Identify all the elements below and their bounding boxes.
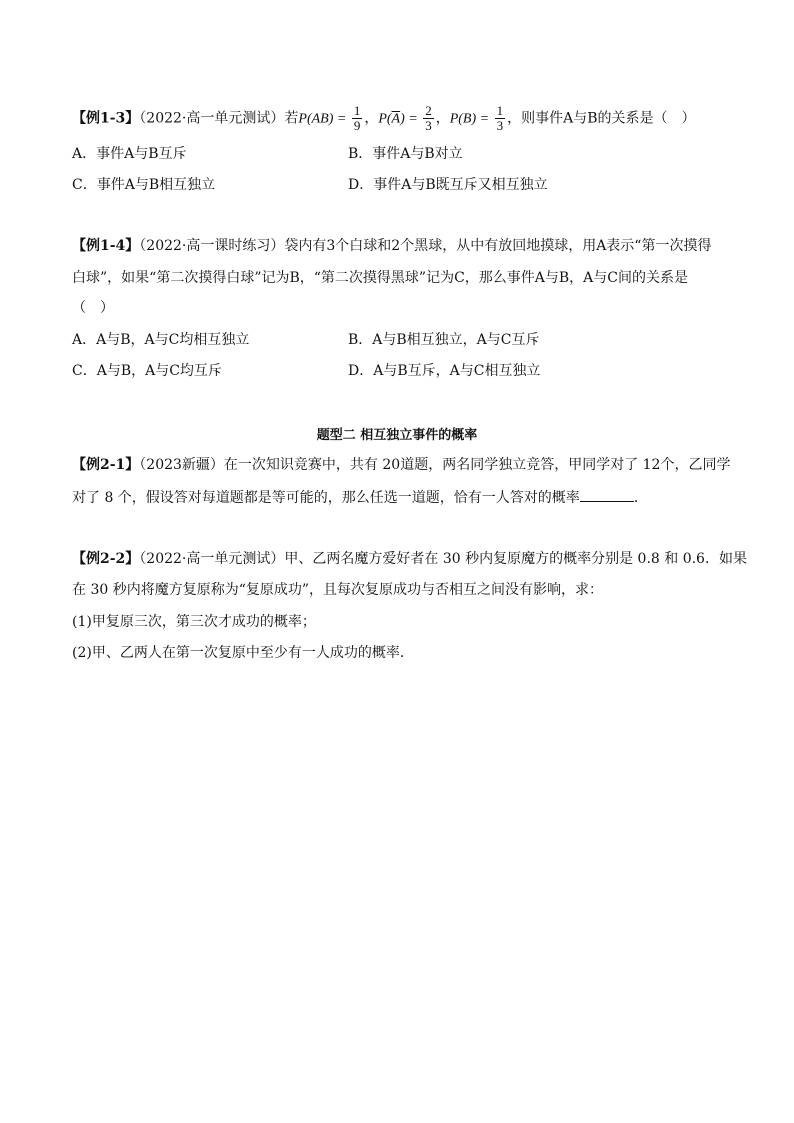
answer-blank[interactable] [580, 487, 634, 502]
option-d: D．A与B互斥，A与C相互独立 [348, 363, 541, 379]
example-2-1-line1 [72, 455, 730, 475]
math-p-ab: P(AB) = [298, 111, 350, 127]
fraction-3 [495, 104, 506, 133]
section-title: 题型二 相互独立事件的概率 [316, 428, 478, 443]
example-tag: 【例2-2】 [72, 551, 140, 567]
stem-question: ，则事件A与B的关系是（ ） [507, 110, 696, 127]
option-a: A．A与B，A与C均相互独立 [72, 332, 250, 348]
example-2-2-line1 [72, 549, 747, 569]
fraction-denominator: 3 [425, 118, 432, 133]
example-source: （2022·高一单元测试） [139, 110, 285, 127]
stem-text: （2023新疆）在一次知识竞赛中，共有 20道题，两名同学独立竞答，甲同学对了 12个，乙同学 [139, 457, 731, 473]
option-b: B．A与B相互独立，A与C互斥 [348, 332, 540, 348]
example-2-1-line2 [72, 487, 648, 508]
math-abar: $\overline{A}$ [391, 111, 401, 127]
option-c: C．A与B，A与C均互斥 [72, 363, 222, 379]
math-p-b: P(B) = [449, 111, 493, 127]
stem-text: 对了 8 个，假设答对每道题都是等可能的，那么任选一道题，恰有一人答对的概率 [72, 490, 580, 506]
example-tag: 【例2-1】 [72, 457, 140, 473]
fraction-denominator: 3 [496, 118, 504, 133]
option-b: B．事件A与B对立 [348, 146, 463, 162]
option-a: A．事件A与B互斥 [72, 146, 187, 162]
option-d: D．事件A与B既互斥又相互独立 [348, 177, 548, 193]
option-c: C．事件A与B相互独立 [72, 177, 216, 193]
example-tag: 【例1-4】 [72, 238, 140, 254]
fraction-2 [423, 104, 434, 133]
example-tag: 【例1-3】 [72, 110, 140, 127]
fraction-numerator: 1 [353, 103, 361, 118]
stem-text: 若 [284, 110, 299, 127]
subquestion-1: (1)甲复原三次，第三次才成功的概率； [72, 614, 316, 630]
fraction-denominator: 9 [353, 118, 361, 133]
stem-text: （2022·高一课时练习）袋内有3个白球和2个黑球，从中有放回地摸球，用A表示“第一次摸得 [139, 238, 712, 254]
example-1-4-line1 [72, 236, 711, 256]
fraction-numerator: 1 [496, 103, 504, 118]
fraction-numerator: 2 [425, 103, 432, 118]
example-2-2-line2: 在 30 秒内将魔方复原称为“复原成功”，且每次复原成功与否相互之间没有影响，求： [72, 582, 604, 598]
example-1-4-line3: （ ） [72, 300, 114, 316]
stem-text: （2022·高一单元测试）甲、乙两名魔方爱好者在 30 秒内复原魔方的概率分别是 0.8 和 0.6．如果 [139, 551, 747, 567]
fraction-1 [352, 104, 363, 133]
example-1-3-stem: 【例1-3】（2022·高一单元测试）若P(AB) = $\frac{1}{9}$ ，$P(\overline{A})$ = $\frac{2}{3}$ ，P(B) = $\frac{1}{3}$ ，则事件A与B的关系是（ ） [72, 103, 696, 133]
stem-end: ． [633, 490, 648, 506]
math-p-abar: $P(\overline{A})$ = [378, 111, 422, 127]
example-1-4-line2: 白球”，如果“第二次摸得白球”记为B，“第二次摸得黑球”记为C，那么事件A与B，A与C间的关系是 [72, 270, 689, 286]
subquestion-2: (2)甲、乙两人在第一次复原中至少有一人成功的概率． [72, 645, 414, 661]
